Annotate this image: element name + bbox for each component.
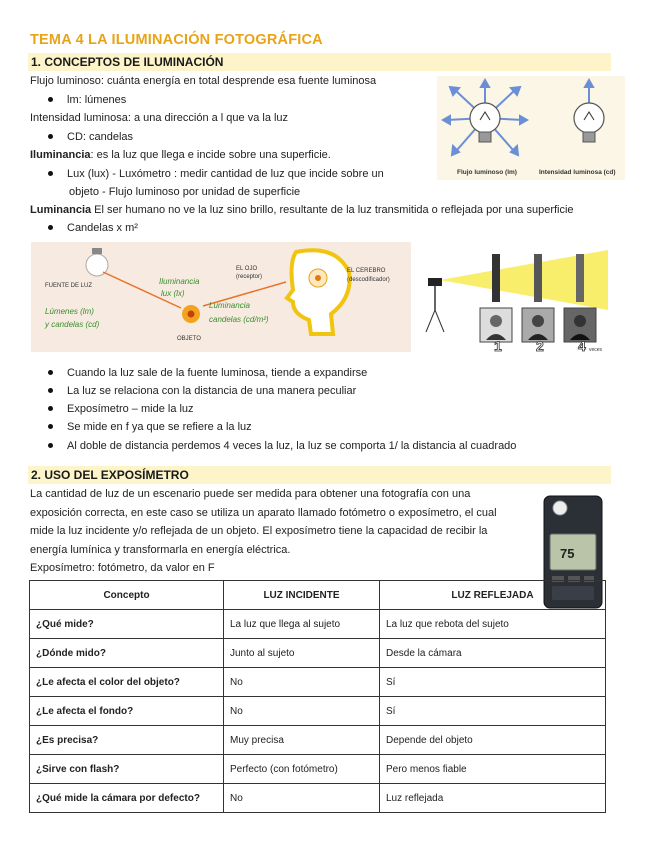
cell-reflejada: Desde la cámara bbox=[380, 639, 606, 668]
light-diagram bbox=[31, 242, 411, 352]
bullet-text: CD: candelas bbox=[67, 131, 134, 143]
bullet-text: Lux (lux) - Luxómetro : medir cantidad de luz que incide sobre un bbox=[67, 168, 384, 180]
cell-concepto: ¿Qué mide? bbox=[30, 610, 224, 639]
paragraph-line: mide la luz incidente y/o reflejada de un objeto. El exposímetro tiene la capacidad de recibir la bbox=[30, 525, 488, 537]
cell-reflejada: Sí bbox=[380, 697, 606, 726]
distance-label-1: 1 bbox=[494, 338, 502, 354]
cell-concepto: ¿Qué mide la cámara por defecto? bbox=[30, 784, 224, 813]
luminancia-line bbox=[30, 202, 574, 218]
definition: El ser humano no ve la luz sino brillo, resultante de la luz transmitida o reflejada por una superficie bbox=[91, 204, 574, 216]
label-receptor: (receptor) bbox=[236, 274, 263, 280]
table-header-row bbox=[30, 581, 606, 610]
label-ojo: EL OJO bbox=[236, 266, 258, 272]
paragraph-line: exposición correcta, en este caso se utiliza un aparato llamado fotómetro o exposímetro, el cual bbox=[30, 507, 497, 519]
bullet-item bbox=[48, 365, 367, 381]
bullet-lux-cont: objeto - Flujo luminoso por unidad de superficie bbox=[69, 186, 301, 198]
distance-label-4: 4 bbox=[578, 338, 586, 354]
definition: : es la luz que llega e incide sobre una superficie. bbox=[90, 149, 331, 161]
bulb-label-left: Flujo luminoso (lm) bbox=[457, 169, 517, 176]
bullet-text: Exposímetro – mide la luz bbox=[67, 403, 194, 415]
person-icon bbox=[522, 308, 554, 342]
bullet-candelas-m2 bbox=[48, 220, 138, 236]
paragraph-line: La cantidad de luz de un escenario puede ser medida para obtener una fotografía con una bbox=[30, 488, 471, 500]
cell-concepto: ¿Le afecta el fondo? bbox=[30, 697, 224, 726]
bullet-text: lm: lúmenes bbox=[67, 94, 127, 106]
comparison-table bbox=[29, 580, 606, 813]
term: Iluminancia bbox=[30, 149, 91, 161]
label-iluminancia: Iluminancia bbox=[159, 277, 200, 286]
term: Luminancia bbox=[30, 204, 92, 216]
person-icon bbox=[480, 308, 512, 342]
cell-incidente: Muy precisa bbox=[224, 726, 380, 755]
bullet-item bbox=[48, 401, 194, 417]
cell-incidente: No bbox=[224, 784, 380, 813]
label-candelas-m2: candelas (cd/m²) bbox=[209, 315, 269, 324]
cell-incidente: Junto al sujeto bbox=[224, 639, 380, 668]
table-row bbox=[30, 755, 606, 784]
cell-reflejada: La luz que rebota del sujeto bbox=[380, 610, 606, 639]
cell-reflejada: Depende del objeto bbox=[380, 726, 606, 755]
table-row bbox=[30, 726, 606, 755]
bullet-lux bbox=[48, 166, 384, 182]
bulb-label-right: Intensidad luminosa (cd) bbox=[539, 169, 616, 176]
cell-incidente: La luz que llega al sujeto bbox=[224, 610, 380, 639]
cell-reflejada: Sí bbox=[380, 668, 606, 697]
distance-suffix: veces bbox=[589, 347, 603, 353]
label-luminancia: Luminancia bbox=[209, 301, 250, 310]
paragraph-line: energía lumínica y transformarla en energía eléctrica. bbox=[30, 544, 291, 556]
cell-concepto: ¿Le afecta el color del objeto? bbox=[30, 668, 224, 697]
person-icon bbox=[564, 308, 596, 342]
label-objeto: OBJETO bbox=[177, 336, 201, 342]
flower-icon bbox=[182, 305, 200, 323]
bullet-item bbox=[48, 383, 356, 399]
cell-concepto: ¿Dónde mido? bbox=[30, 639, 224, 668]
cell-incidente: No bbox=[224, 668, 380, 697]
bullet-text: Candelas x m² bbox=[67, 222, 138, 234]
cell-concepto: ¿Es precisa? bbox=[30, 726, 224, 755]
bulbs-figure bbox=[437, 76, 625, 180]
bullet-item bbox=[48, 438, 516, 454]
bullet-lumenes bbox=[48, 92, 126, 108]
bullet-text: Se mide en f ya que se refiere a la luz bbox=[67, 421, 252, 433]
table-row bbox=[30, 668, 606, 697]
label-lumenes: Lúmenes (lm) bbox=[45, 307, 94, 316]
cell-reflejada: Luz reflejada bbox=[380, 784, 606, 813]
label-fuente: FUENTE DE LUZ bbox=[45, 283, 93, 289]
col-incidente: LUZ INCIDENTE bbox=[224, 581, 380, 610]
cell-incidente: No bbox=[224, 697, 380, 726]
page-title: TEMA 4 LA ILUMINACIÓN FOTOGRÁFICA bbox=[30, 32, 323, 48]
bullet-text: Cuando la luz sale de la fuente luminosa, tiende a expandirse bbox=[67, 367, 368, 379]
cell-incidente: Perfecto (con fotómetro) bbox=[224, 755, 380, 784]
cell-concepto: ¿Sirve con flash? bbox=[30, 755, 224, 784]
bullet-item bbox=[48, 419, 252, 435]
iluminancia-line bbox=[30, 147, 331, 163]
label-lux: lux (lx) bbox=[161, 289, 185, 298]
table-row bbox=[30, 697, 606, 726]
label-candelas: y candelas (cd) bbox=[45, 320, 100, 329]
table-row bbox=[30, 610, 606, 639]
expo-line: Exposímetro: fotómetro, da valor en F bbox=[30, 562, 215, 574]
meter-display: 75 bbox=[560, 546, 575, 561]
col-reflejada: LUZ REFLEJADA bbox=[380, 581, 606, 610]
label-cerebro: EL CEREBRO bbox=[347, 268, 386, 274]
distance-figure bbox=[422, 250, 608, 354]
section2-heading: 2. USO DEL EXPOSÍMETRO bbox=[28, 466, 611, 484]
cell-reflejada: Pero menos fiable bbox=[380, 755, 606, 784]
table-row bbox=[30, 784, 606, 813]
bullet-text: La luz se relaciona con la distancia de una manera peculiar bbox=[67, 385, 357, 397]
bullet-text: Al doble de distancia perdemos 4 veces la luz, la luz se comporta 1/ la distancia al cuadrado bbox=[67, 440, 517, 452]
intensidad-line: Intensidad luminosa: a una dirección a l que va la luz bbox=[30, 112, 289, 124]
bullet-candelas bbox=[48, 129, 133, 145]
distance-label-2: 2 bbox=[536, 338, 544, 354]
table-row bbox=[30, 639, 606, 668]
section1-heading: 1. CONCEPTOS DE ILUMINACIÓN bbox=[28, 53, 611, 71]
flujo-line: Flujo luminoso: cuánta energía en total desprende esa fuente luminosa bbox=[30, 75, 377, 87]
col-concepto: Concepto bbox=[30, 581, 224, 610]
label-descodificador: (descodificador) bbox=[347, 277, 390, 283]
